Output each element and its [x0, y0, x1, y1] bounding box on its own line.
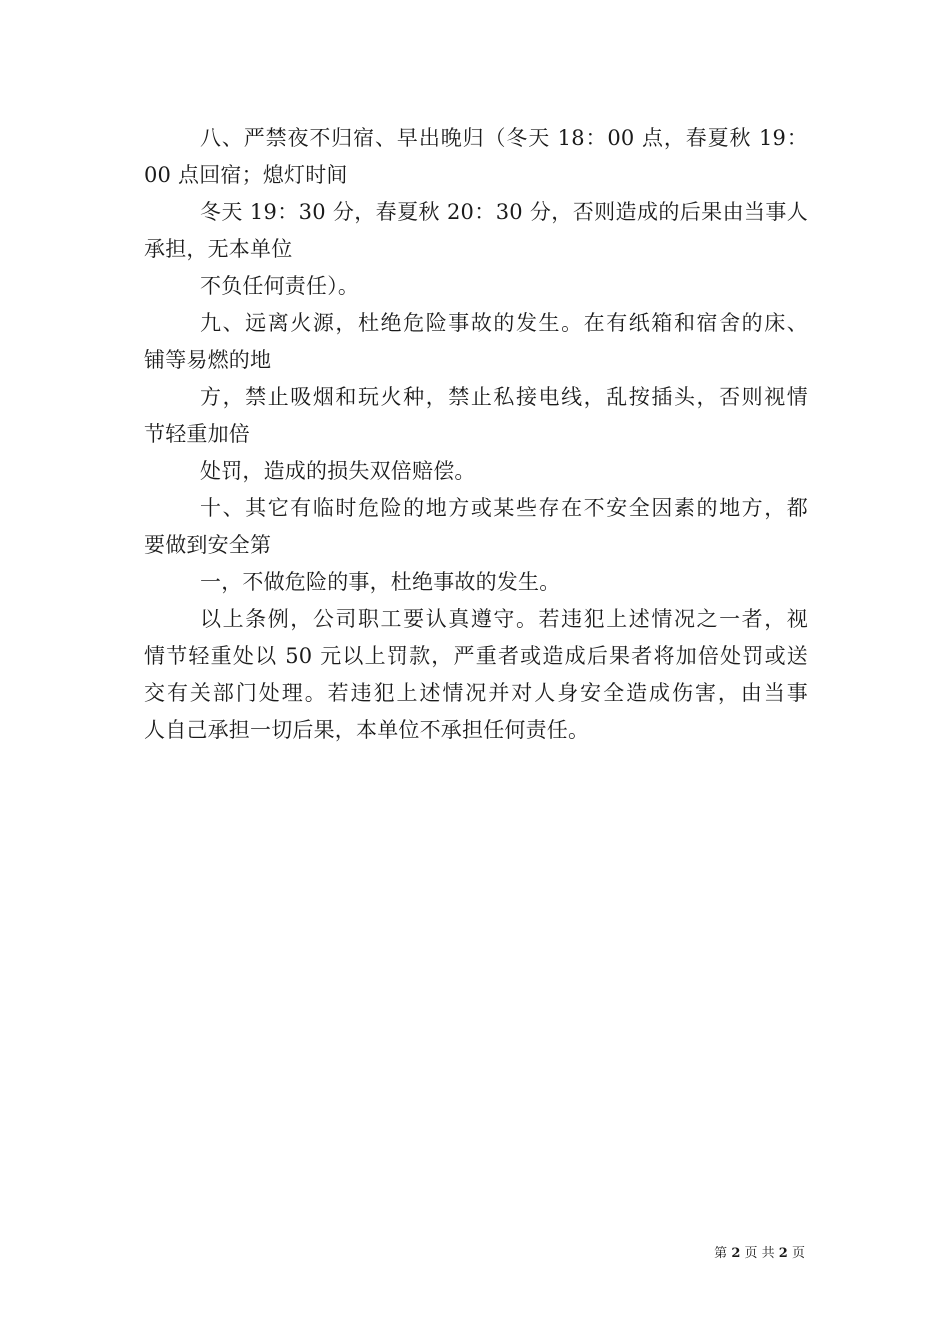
- paragraph-line: 处罚，造成的损失双倍赔偿。: [200, 459, 476, 483]
- footer-mid: 页 共: [744, 1246, 775, 1261]
- page-number-footer: [714, 1245, 805, 1263]
- paragraph-line: 九、远离火源，杜绝危险事故的发生。在有纸箱和宿舍的床、: [200, 311, 808, 335]
- paragraph-line: 方，禁止吸烟和玩火种，禁止私接电线，乱按插头，否则视情: [200, 385, 808, 409]
- paragraph-line: 00 点回宿；熄灯时间: [144, 163, 348, 187]
- paragraph-line: 人自己承担一切后果，本单位不承担任何责任。: [144, 718, 590, 742]
- paragraph-line: 交有关部门处理。若违犯上述情况并对人身安全造成伤害，由当事: [144, 681, 808, 705]
- paragraph-line: 八、严禁夜不归宿、早出晚归（冬天 18：00 点，春夏秋 19：: [200, 126, 808, 150]
- footer-prefix: 第: [714, 1246, 728, 1261]
- paragraph-line: 承担，无本单位: [144, 237, 293, 261]
- paragraph-line: 铺等易燃的地: [144, 348, 272, 372]
- footer-suffix: 页: [791, 1246, 805, 1261]
- paragraph-line: 节轻重加倍: [144, 422, 250, 446]
- paragraph-line: 冬天 19：30 分，春夏秋 20：30 分，否则造成的后果由当事人: [200, 200, 808, 224]
- paragraph-line: 不负任何责任）。: [200, 274, 360, 298]
- current-page-number: 2: [731, 1246, 741, 1261]
- paragraph-line: 一，不做危险的事，杜绝事故的发生。: [200, 570, 561, 594]
- paragraph-line: 要做到安全第: [144, 533, 272, 557]
- paragraph-line: 情节轻重处以 50 元以上罚款，严重者或造成后果者将加倍处罚或送: [144, 644, 808, 668]
- total-page-number: 2: [778, 1246, 788, 1261]
- paragraph-line: 以上条例，公司职工要认真遵守。若违犯上述情况之一者，视: [200, 607, 808, 631]
- paragraph-line: 十、其它有临时危险的地方或某些存在不安全因素的地方，都: [200, 496, 808, 520]
